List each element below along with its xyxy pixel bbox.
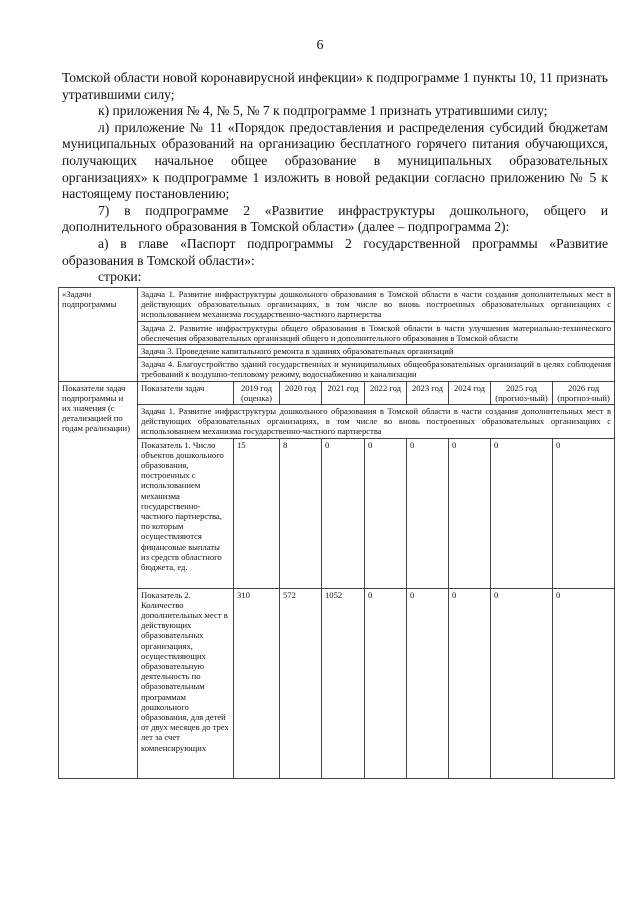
paragraph-5: а) в главе «Паспорт подпрограммы 2 государственной программы «Развитие образования в Томской области»: (62, 235, 608, 268)
task-1-repeat: Задача 1. Развитие инфраструктуры дошкольного образования в Томской области в части создания дополнительных мест в действующих образовательных организациях, в том числе во вновь построенных образовательных организациях с использованием механизма государственно-частного партнерства (138, 405, 615, 439)
header-2024: 2024 год (449, 381, 491, 404)
indicator-2-2023: 0 (407, 588, 449, 778)
indicator-1-2025: 0 (491, 438, 553, 588)
header-2019: 2019 год (оценка) (234, 381, 280, 404)
indicator-2-2025: 0 (491, 588, 553, 778)
header-2023: 2023 год (407, 381, 449, 404)
paragraph-3: л) приложение № 11 «Порядок предоставления и распределения субсидий бюджетам муниципальных образований на организацию бесплатного горячего питания обучающихся, получающих начальное общее образование в муниципальных образовательных организациях» к подпрограмме 1 изложить в новой редакции согласно приложению № 5 к настоящему постановлению; (62, 119, 608, 202)
paragraph-4: 7) в подпрограмме 2 «Развитие инфраструктуры дошкольного, общего и дополнительного образования в Томской области» (далее – подпрограмма 2): (62, 202, 608, 235)
header-2026: 2026 год (прогноз-ный) (553, 381, 615, 404)
tasks-label: «Задачи подпрограммы (59, 288, 138, 382)
indicator-2-2020: 572 (280, 588, 322, 778)
header-indicators: Показатели задач (138, 381, 234, 404)
indicator-2-2024: 0 (449, 588, 491, 778)
indicator-1-2019: 15 (234, 438, 280, 588)
indicator-1-2024: 0 (449, 438, 491, 588)
header-2025: 2025 год (прогноз-ный) (491, 381, 553, 404)
task-4: Задача 4. Благоустройство зданий государственных и муниципальных общеобразовательных организаций в целях соблюдения требований к воздушно-тепловому режиму, водоснабжению и канализации (138, 358, 615, 381)
paragraph-1: Томской области новой коронавирусной инфекции» к подпрограмме 1 пункты 10, 11 признать утратившими силу; (62, 70, 608, 102)
header-2021: 2021 год (322, 381, 365, 404)
indicator-1-2023: 0 (407, 438, 449, 588)
indicator-2-2019: 310 (234, 588, 280, 778)
indicator-1-2026: 0 (553, 438, 615, 588)
header-2020: 2020 год (280, 381, 322, 404)
header-2022: 2022 год (365, 381, 407, 404)
indicator-2-2022: 0 (365, 588, 407, 778)
indicators-label: Показатели задач подпрограммы и их значения (с детализацией по годам реализации) (59, 381, 138, 778)
paragraph-2: к) приложения № 4, № 5, № 7 к подпрограмме 1 признать утратившими силу; (98, 103, 548, 119)
indicator-1-name: Показатель 1. Число объектов дошкольного образования, построенных с использованием механизма государственно-частного партнерства, по которым осуществляются финансовые выплаты из средств областного бюджета, ед. (138, 438, 234, 588)
indicator-2-2021: 1052 (322, 588, 365, 778)
indicator-1-2020: 8 (280, 438, 322, 588)
task-2: Задача 2. Развитие инфраструктуры общего образования в Томской области в части улучшения материально-технического обеспечения образовательных организаций общего и дополнительного образования в Томской области (138, 321, 615, 344)
page-number: 6 (316, 38, 324, 53)
paragraph-6: строки: (98, 269, 142, 285)
task-1: Задача 1. Развитие инфраструктуры дошкольного образования в Томской области в части создания дополнительных мест в действующих образовательных организациях, в том числе во вновь построенных образовательных организациях с использованием механизма государственно-частного партнерства (138, 288, 615, 322)
indicator-1-2022: 0 (365, 438, 407, 588)
task-3: Задача 3. Проведение капитального ремонта в зданиях образовательных организаций (138, 345, 615, 358)
passport-table (58, 287, 615, 779)
body-text (62, 70, 608, 286)
indicator-2-name: Показатель 2. Количество дополнительных мест в действующих образовательных организациях, осуществляющих образовательную деятельность по образовательным программам дошкольного образования, для детей от двух месяцев до трех лет за счет компенсирующих (138, 588, 234, 778)
indicator-2-2026: 0 (553, 588, 615, 778)
indicator-1-2021: 0 (322, 438, 365, 588)
